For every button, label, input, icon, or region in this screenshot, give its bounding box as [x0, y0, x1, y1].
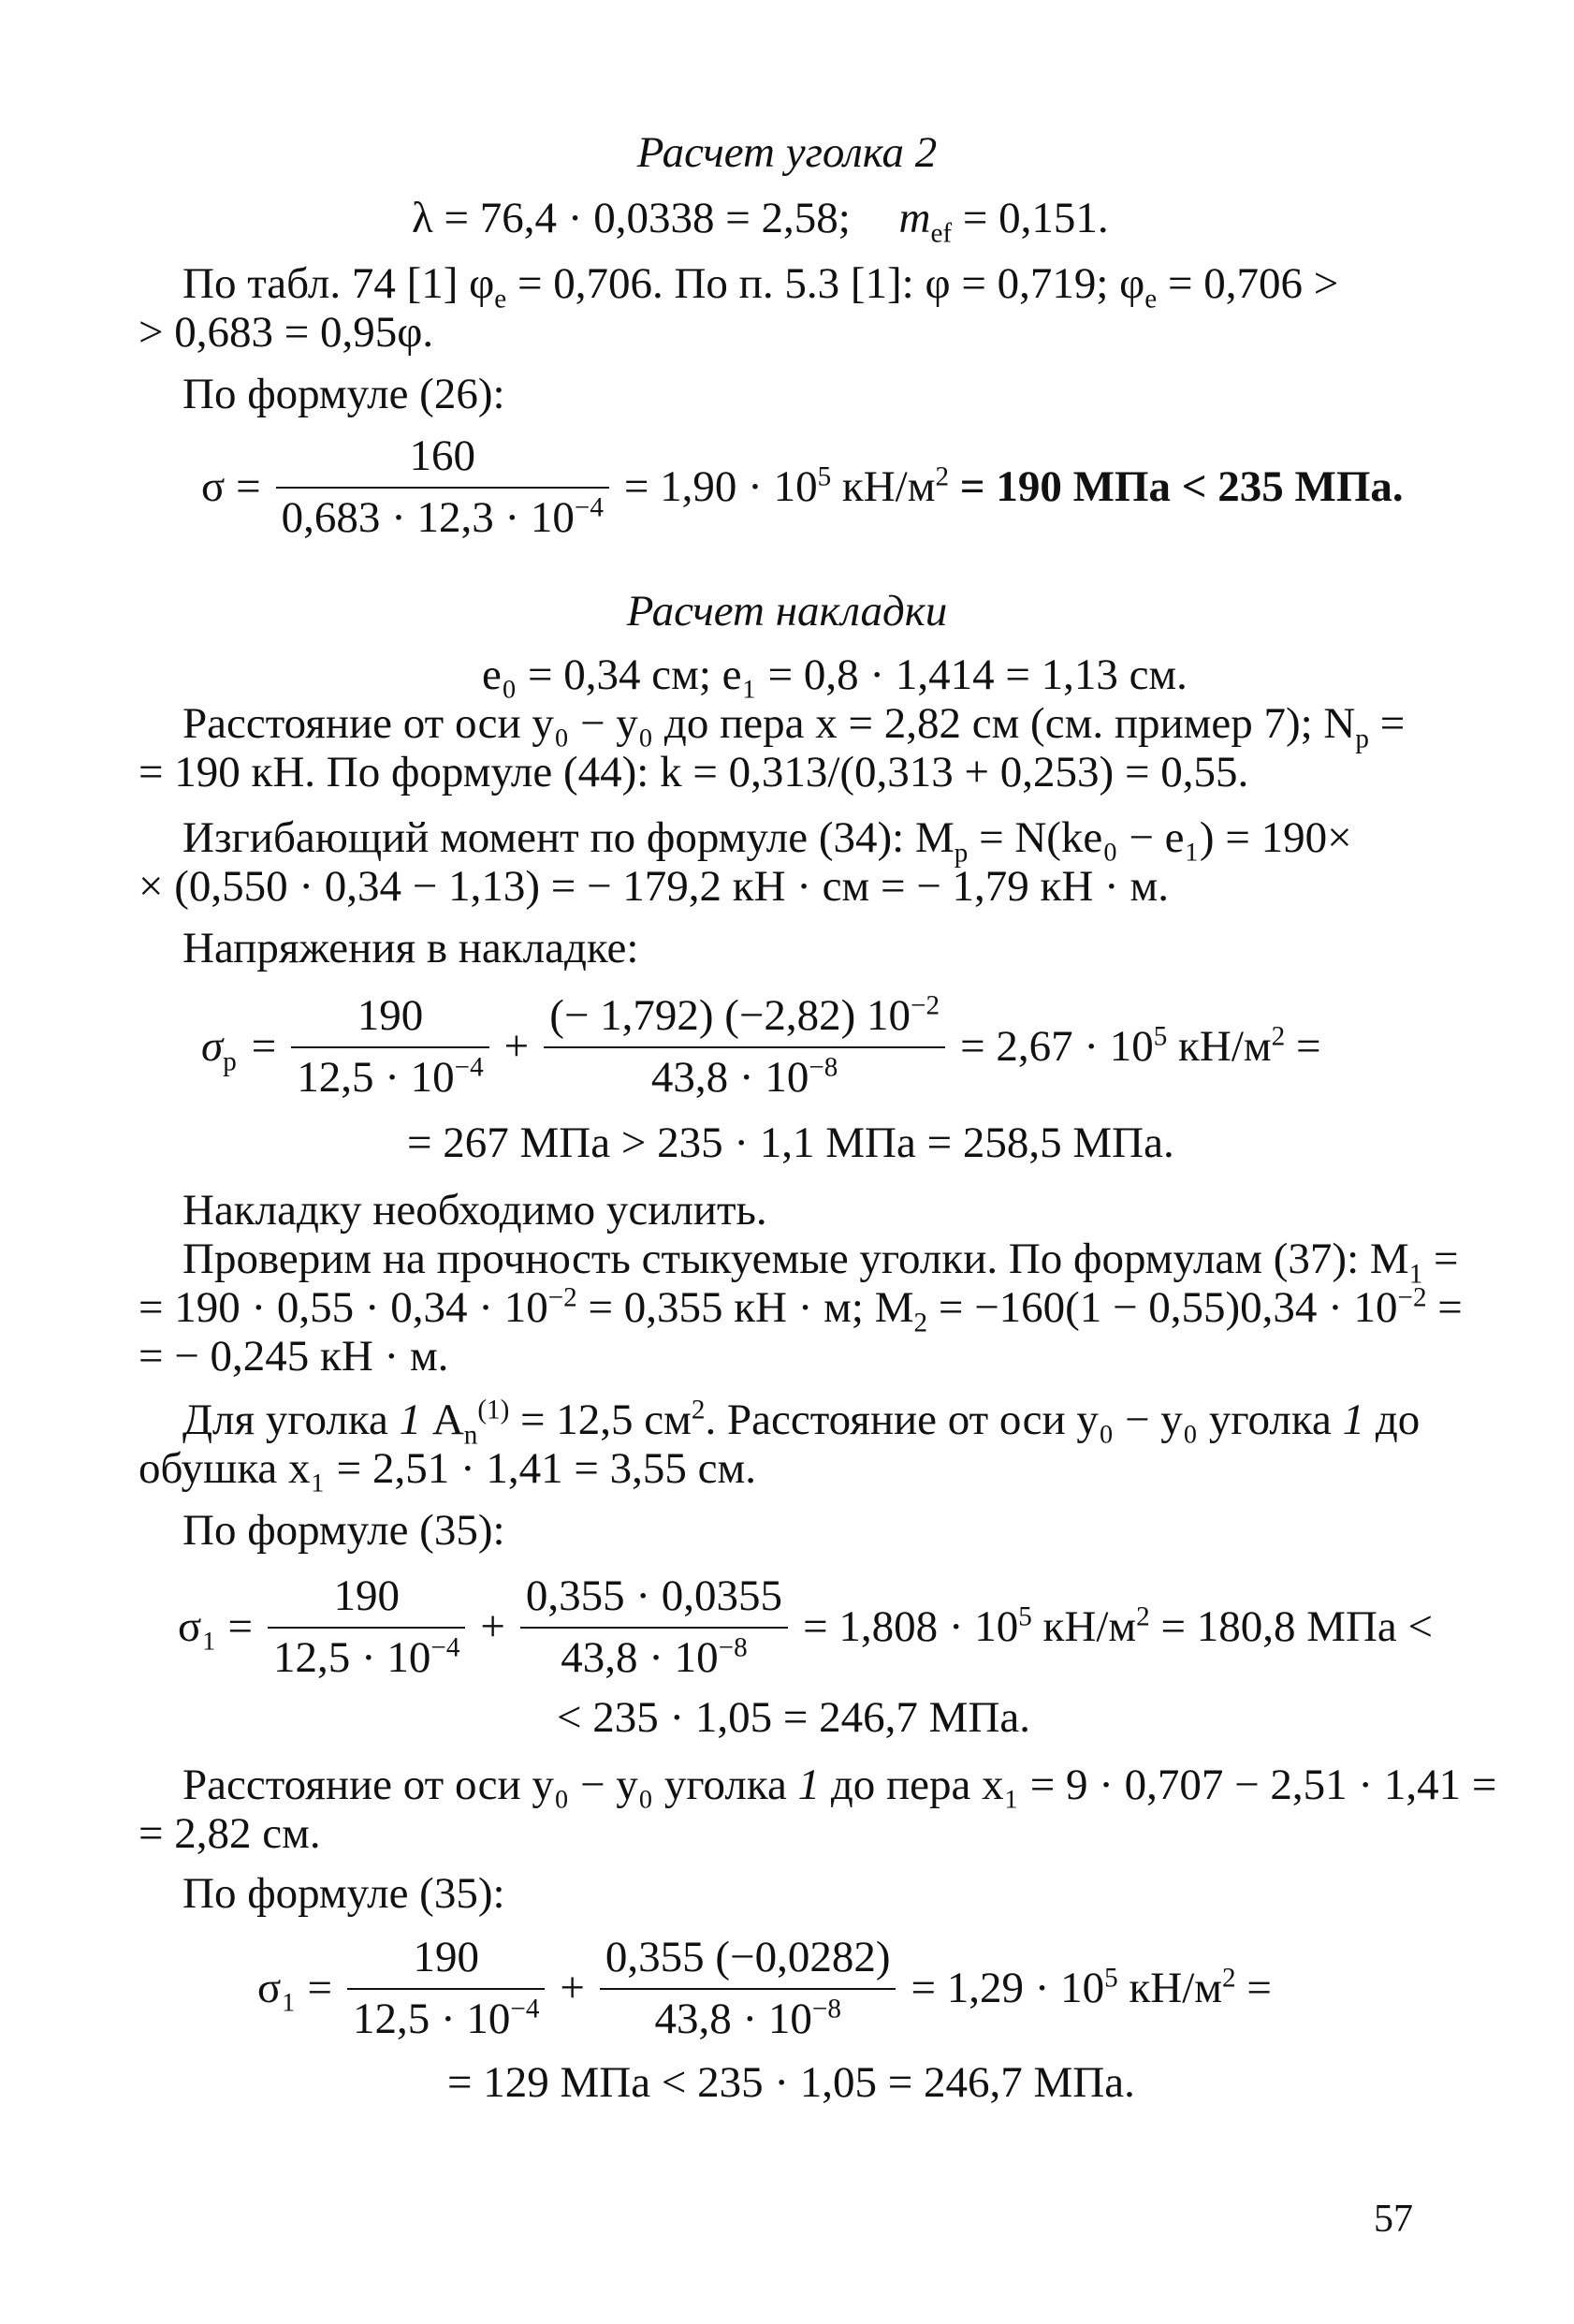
eccentricity-line: e₀ = 0,34 см; e₁ = 0,8 · 1,414 = 1,13 см. [482, 650, 1188, 699]
section-heading-angle-2: Расчет уголка 2 [636, 128, 938, 177]
page-number: 57 [1374, 2198, 1413, 2241]
equation-sigma-p-result: = 267 МПа > 235 · 1,1 МПа = 258,5 МПа. [407, 1118, 1174, 1167]
section-heading-plate: Расчет накладки [626, 587, 948, 636]
fraction: $\frac{0,355 (-0,0282)}{43,8 \cdot 10^{-8}}$ [600, 1934, 896, 2043]
equation-sigma-1b-result: = 129 МПа < 235 · 1,05 = 246,7 МПа. [447, 2058, 1135, 2107]
fraction: $\frac{160}{0,683 \cdot 12,3 \cdot 10^{-4}}$ [276, 432, 609, 542]
paragraph-bending-moment: Изгибающий момент по формуле (34): $M_p = N(ke_0 - e_1) = 190\times$ [182, 813, 1352, 869]
paragraph-table-74-cont: > 0,683 = 0,95φ. [138, 308, 434, 357]
paragraph-table-74: По табл. 74 [1] $\varphi_e = 0,706$. По п. 5.3 [1]: φ = 0,719; $\varphi_e = 0,706$ > [182, 259, 1339, 314]
lambda-expression: λ = 76,4 · 0,0338 = 2,58; [412, 194, 851, 242]
equation-sigma-26: σ = $\frac{160}{0,683 \cdot 12,3 \cdot 10^{-4}}$ = $1,90 \cdot 10^5$ $кН/м^2 = 190$ МПа < 235 МПа. [201, 431, 1404, 542]
equation-sigma-1b: σ₁ = $\frac{190}{12,5 \cdot 10^{-4}}$ + $\frac{0,355 (-0,0282)}{43,8 \cdot 10^{-8}}$ = $1,29 \cdot 10^5$ $кН/м^2$ = [257, 1933, 1272, 2043]
equation-sigma-1a: σ₁ = $\frac{190}{12,5 \cdot 10^{-4}}$ + $\frac{0,355 \cdot 0,0355}{43,8 \cdot 10^{-8}}$ = $1,808 \cdot 10^5$ $кН/м^2 = 180,8$ МПа < [178, 1571, 1434, 1682]
mef-expression: $m_{ef} = 0,151$. [898, 194, 1109, 249]
paragraph-angle-1: Для уголка 1 $A_n^{(1)} = 12,5$ $см^2$. Расстояние от оси y₀ − y₀ уголка 1 до [182, 1395, 1421, 1451]
paragraph-angle-1-cont: обушка x₁ = 2,51 · 1,41 = 3,55 см. [138, 1444, 756, 1493]
paragraph-check-strength-end: = − 0,245 кН · м. [138, 1332, 449, 1381]
fraction: $\frac{190}{12,5 \cdot 10^{-4}}$ [291, 992, 488, 1102]
paragraph-reinforce: Накладку необходимо усилить. [182, 1186, 767, 1235]
stresses-label: Напряжения в накладке: [182, 924, 639, 972]
equation-sigma-p: $\sigma_p$ = $\frac{190}{12,5 \cdot 10^{-4}}$ + $\frac{(- 1,792) (-2,82) 10^{-2}}{43,8 \cdot 10^{-8}}$ = $2,67 \cdot 10^5$ $кН/м^2$ = [201, 990, 1321, 1102]
paragraph-distance-pen-cont: = 2,82 см. [138, 1809, 321, 1858]
formula-35-label-2: По формуле (35): [182, 1869, 505, 1918]
fraction: $\frac{(- 1,792) (-2,82) 10^{-2}}{43,8 \cdot 10^{-8}}$ [544, 992, 945, 1102]
formula-26-label: По формуле (26): [182, 370, 505, 418]
paragraph-distance-axis: Расстояние от оси y₀ − y₀ до пера x = 2,82 см (см. пример 7); $N_p$ = [182, 699, 1406, 754]
fraction: $\frac{190}{12,5 \cdot 10^{-4}}$ [268, 1572, 465, 1682]
paragraph-distance-pen: Расстояние от оси y₀ − y₀ уголка 1 до пера x₁ = 9 · 0,707 − 2,51 · 1,41 = [182, 1761, 1497, 1809]
fraction: $\frac{190}{12,5 \cdot 10^{-4}}$ [347, 1934, 545, 2043]
paragraph-distance-axis-cont: = 190 кН. По формуле (44): k = 0,313/(0,313 + 0,253) = 0,55. [138, 748, 1249, 797]
equation-sigma-1a-result: < 235 · 1,05 = 246,7 МПа. [557, 1693, 1031, 1742]
lambda-line [412, 194, 1109, 249]
paragraph-bending-moment-cont: × (0,550 · 0,34 − 1,13) = − 179,2 кН · см = − 1,79 кН · м. [138, 862, 1169, 911]
paragraph-check-strength-cont: = $190 \cdot 0,55 \cdot 0,34 \cdot 10^{-2} = 0,355$ кН · м; $M_2 = -160(1 - 0,55)0,34 \cdot 10^{-2}$ = [138, 1282, 1463, 1338]
paragraph-check-strength: Проверим на прочность стыкуемые уголки. По формулам (37): $M_1$ = [182, 1235, 1459, 1290]
fraction: $\frac{0,355 \cdot 0,0355}{43,8 \cdot 10^{-8}}$ [520, 1572, 788, 1682]
formula-35-label-1: По формуле (35): [182, 1506, 505, 1555]
